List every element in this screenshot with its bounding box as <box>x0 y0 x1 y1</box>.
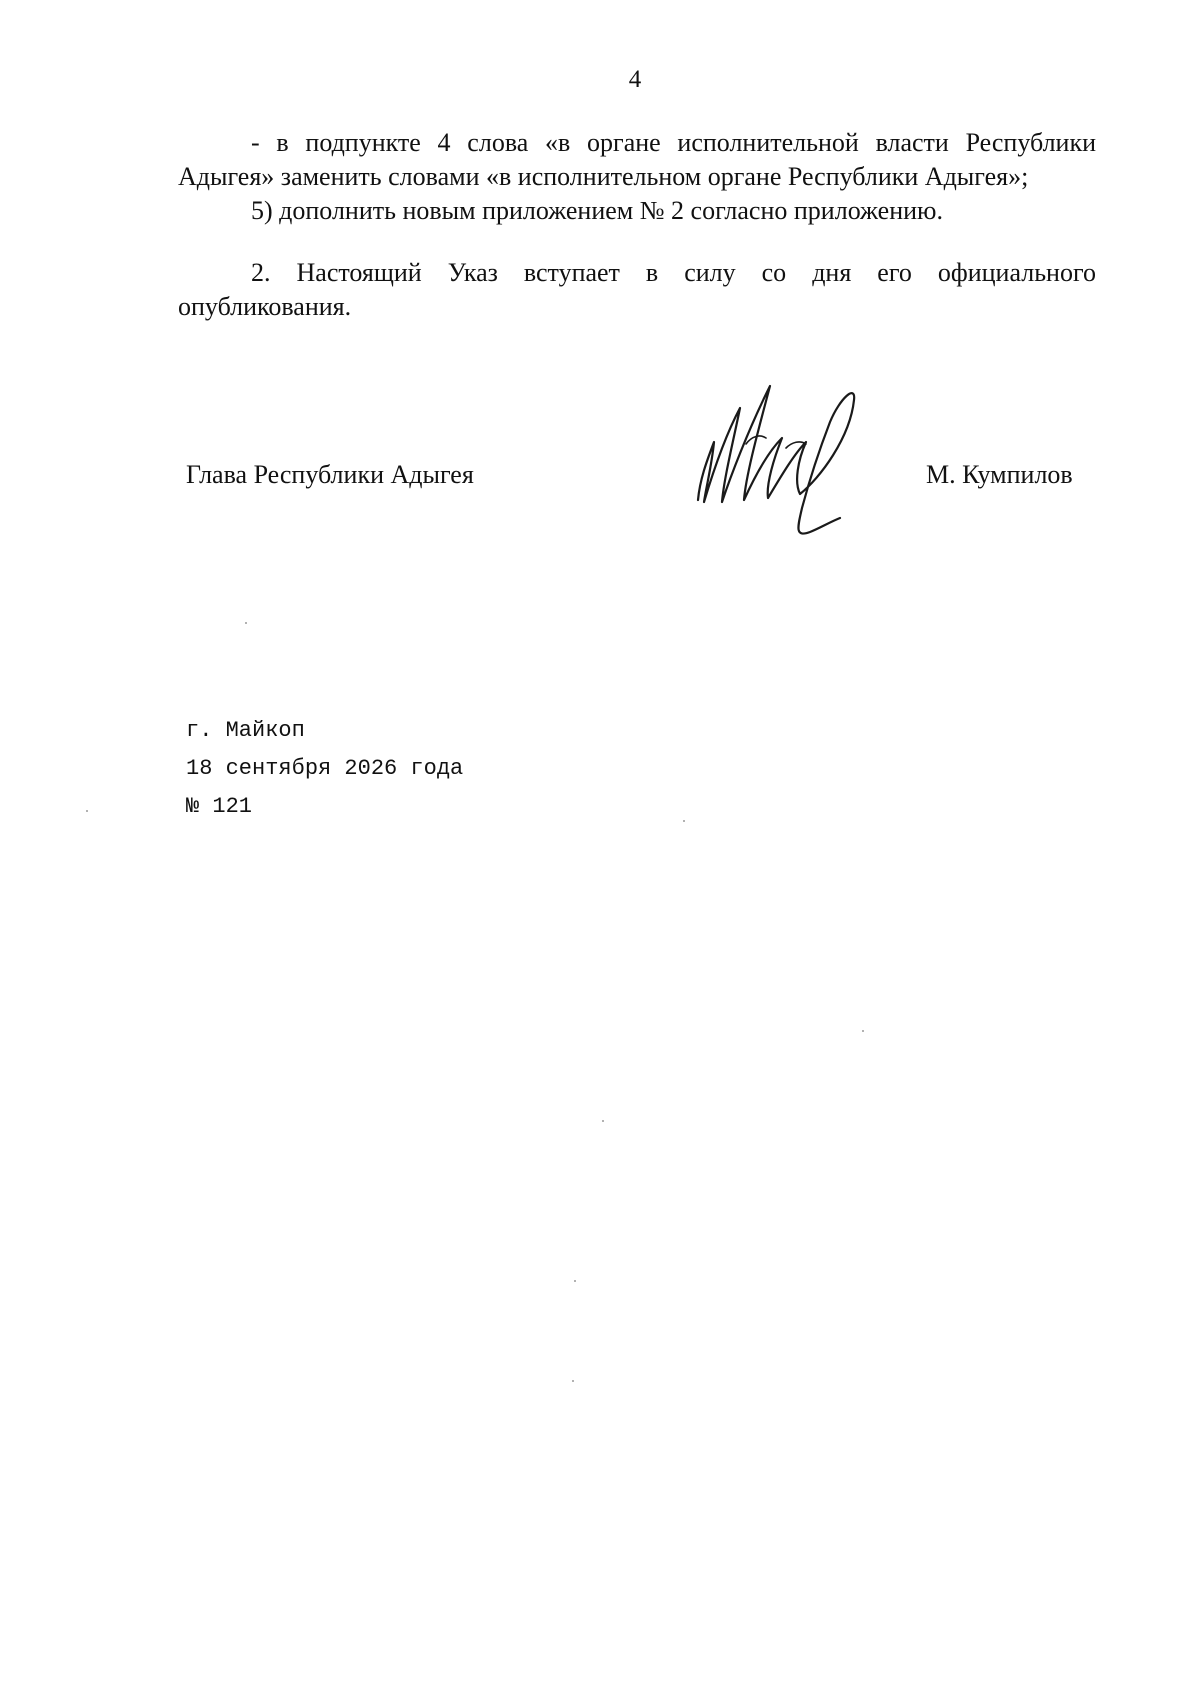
handwritten-signature <box>690 378 870 538</box>
scan-speck <box>683 820 685 822</box>
signer-name: М. Кумпилов <box>926 460 1073 489</box>
issuance-city: г. Майкоп <box>186 718 305 743</box>
amendment-block <box>178 126 1096 228</box>
effective-clause-block <box>178 256 1096 324</box>
page-number: 4 <box>628 66 642 93</box>
paragraph-subpoint-4: - в подпункте 4 слова «в органе исполнительной власти Республики Адыгея» заменить словами «в исполнительном органе Республики Адыгея»; <box>178 128 1096 191</box>
signer-title: Глава Республики Адыгея <box>186 460 474 489</box>
scan-speck <box>574 1280 576 1282</box>
paragraph-effective-date: 2. Настоящий Указ вступает в силу со дня его официального опубликования. <box>178 258 1096 321</box>
decree-number: № 121 <box>186 794 253 819</box>
scan-speck <box>602 1120 604 1122</box>
scan-speck <box>862 1030 864 1032</box>
issuance-details <box>186 712 463 826</box>
scan-speck <box>86 810 88 812</box>
scan-speck <box>245 622 247 624</box>
scan-speck <box>572 1380 574 1382</box>
issuance-date: 18 сентября 2026 года <box>186 756 464 781</box>
paragraph-subpoint-5: 5) дополнить новым приложением № 2 согласно приложению. <box>251 196 943 225</box>
